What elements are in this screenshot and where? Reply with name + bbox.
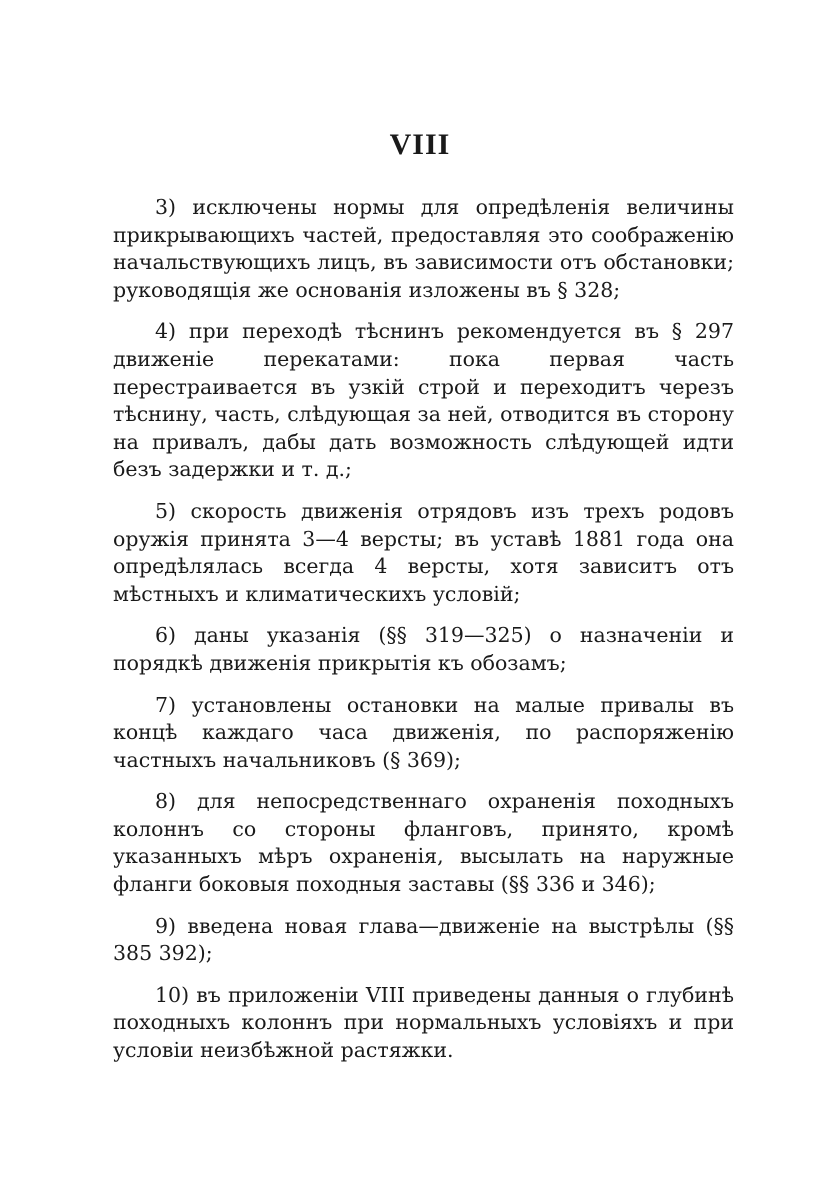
- list-item-7: [113, 692, 734, 775]
- item-number: 5): [155, 498, 177, 523]
- item-text: въ приложеніи VIII приведены данныя о глубинѣ походныхъ колоннъ при нормальныхъ условіяхъ и при условіи неизбѣжной растяжки.: [113, 982, 734, 1063]
- item-number: 6): [155, 623, 177, 648]
- list-item-6: [113, 622, 734, 677]
- item-number: 10): [155, 982, 190, 1007]
- item-number: 7): [155, 692, 177, 717]
- item-text: установлены остановки на малые привалы въ концѣ каждаго часа движенія, по распоряженію частныхъ начальниковъ (§ 369);: [113, 692, 734, 772]
- item-text: исключены нормы для опредѣленія величины прикрывающихъ частей, предоставляя это соображенію начальствующихъ лицъ, въ зависимости отъ обстановки; руководящія же основанія изложены въ § 328;: [113, 195, 734, 302]
- item-text: при переходѣ тѣснинъ рекомендуется въ § 297 движеніе перекатами: пока первая часть перестраивается въ узкій строй и переходитъ черезъ тѣснину, часть, слѣдующая за ней, отводится въ сторону на привалъ, дабы дать возможность слѣдующей идти безъ задержки и т. д.;: [113, 319, 734, 482]
- page-number: VIII: [389, 128, 451, 161]
- item-number: 8): [155, 789, 177, 814]
- list-item-9: [113, 913, 734, 968]
- item-number: 4): [155, 319, 177, 344]
- list-item-3: [113, 194, 734, 304]
- item-number: 9): [155, 913, 177, 938]
- list-item-5: [113, 498, 734, 608]
- list-item-8: [113, 788, 734, 898]
- item-text: скорость движенія отрядовъ изъ трехъ родовъ оружія принята 3—4 версты; въ уставѣ 1881 года она опредѣлялась всегда 4 версты, хотя зависитъ отъ мѣстныхъ и климатическихъ условій;: [113, 498, 734, 606]
- item-text: для непосредственнаго охраненія походныхъ колоннъ со стороны фланговъ, принято, кромѣ указанныхъ мѣръ охраненія, высылать на наружные фланги боковыя походныя заставы (§§ 336 и 346);: [113, 789, 734, 897]
- item-text: даны указанія (§§ 319—325) о назначеніи и порядкѣ движенія прикрытія къ обозамъ;: [113, 623, 734, 675]
- page-body: [113, 194, 734, 1079]
- item-text: введена новая глава—движеніе на выстрѣлы (§§ 385 392);: [113, 913, 734, 966]
- list-item-4: [113, 318, 734, 484]
- item-number: 3): [155, 195, 177, 219]
- list-item-10: [113, 982, 734, 1065]
